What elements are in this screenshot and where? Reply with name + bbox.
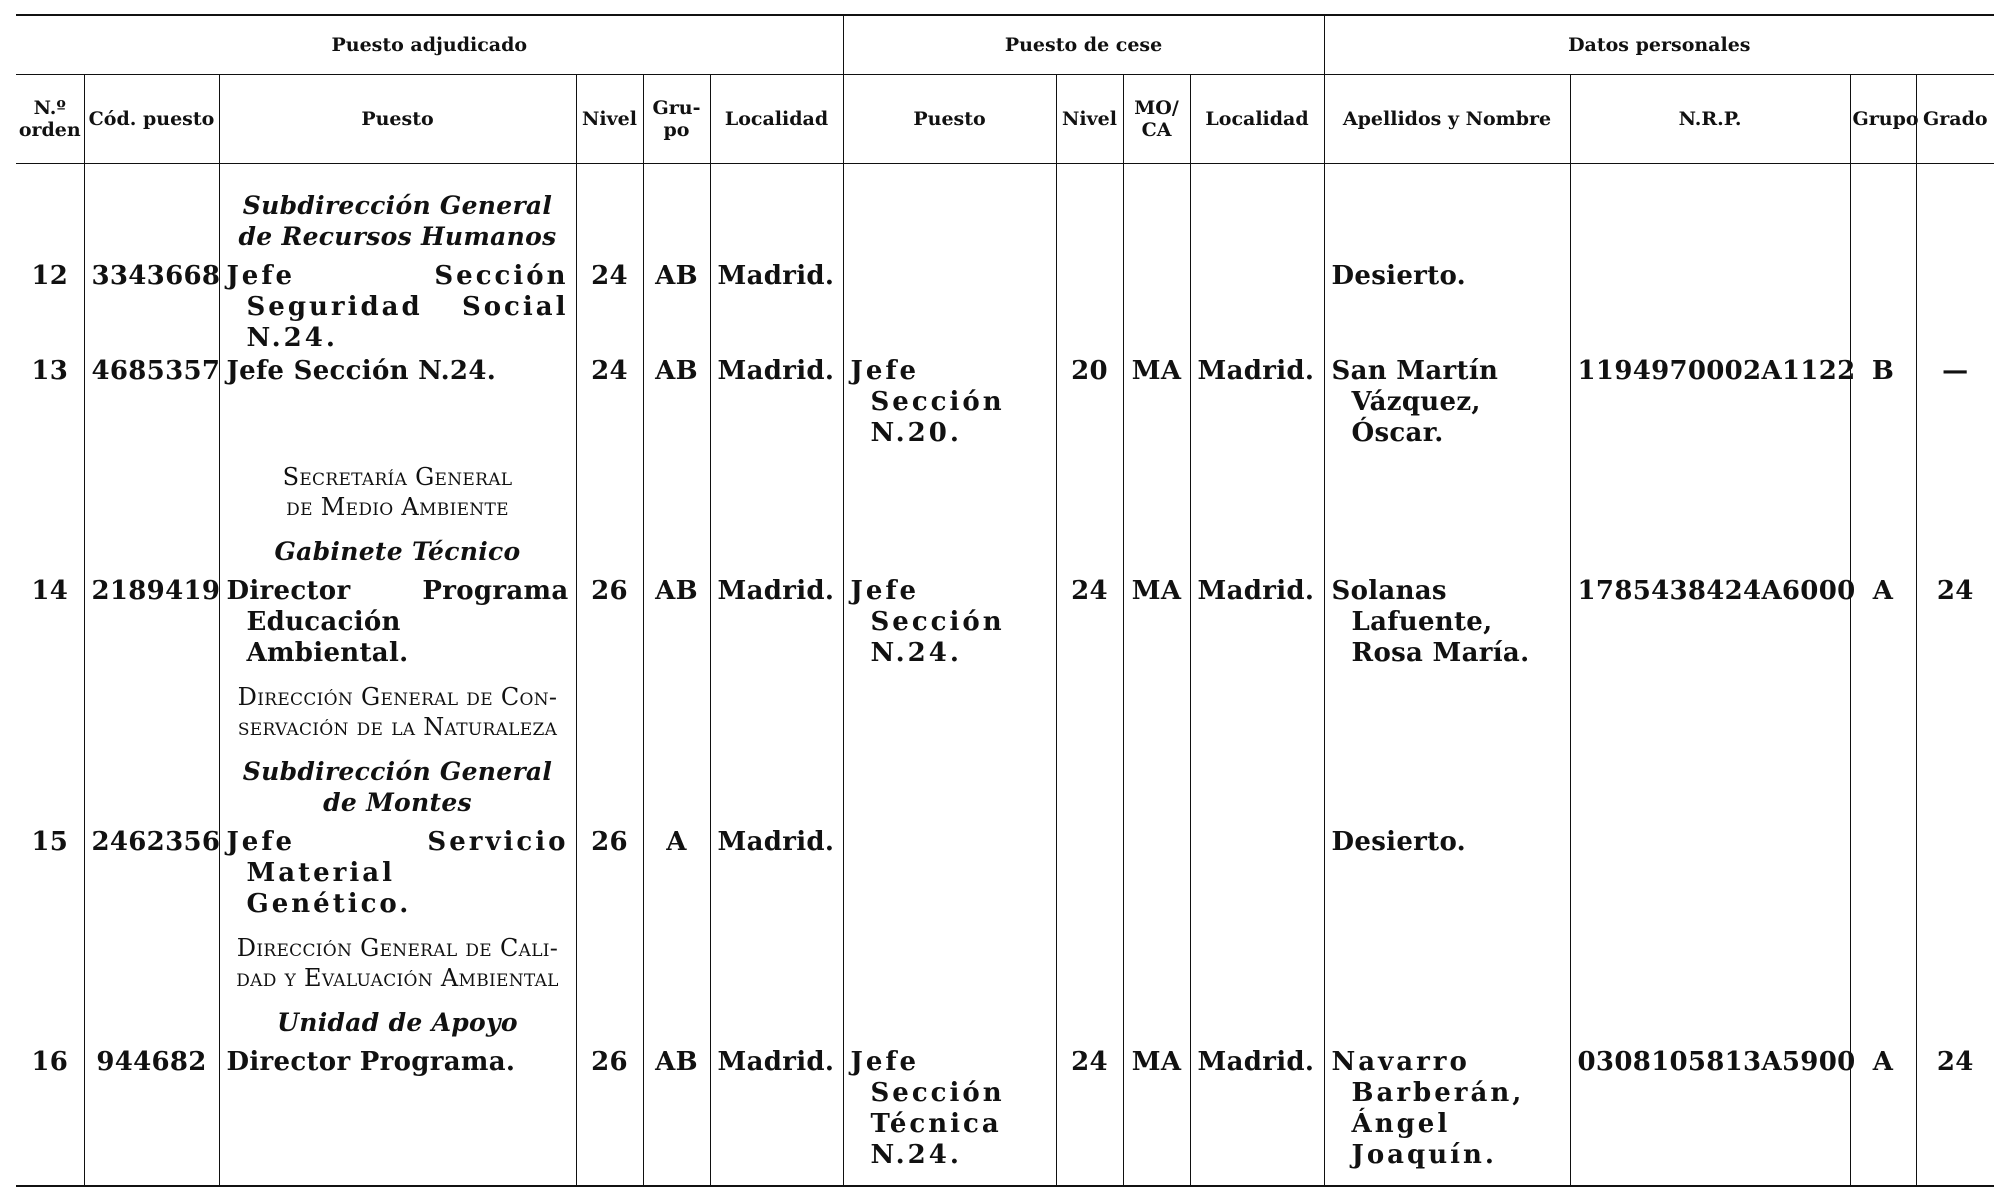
cell-cese-puesto: Jefe Sección N.20. <box>843 355 1056 450</box>
cell-p-grupo: A <box>1850 1046 1916 1186</box>
col-header-puesto: Puesto <box>219 75 576 164</box>
col-header-p-grado: Grado <box>1916 75 1994 164</box>
unit-heading: Secretaría General de Medio Ambiente <box>219 450 576 528</box>
col-header-orden: N.º orden <box>16 75 84 164</box>
table-row <box>16 575 1994 670</box>
resolution-table <box>16 14 1994 1187</box>
cell-orden: 14 <box>31 576 69 606</box>
cell-orden: 12 <box>31 261 69 291</box>
cell-grupo: AB <box>643 1046 710 1186</box>
table-row <box>16 260 1994 355</box>
cell-orden: 16 <box>16 1046 84 1186</box>
cell-cese-puesto <box>843 260 1056 355</box>
cell-nombre: San Martín Vázquez, Óscar. <box>1324 355 1570 450</box>
header-group-cese: Puesto de cese <box>843 15 1324 75</box>
unit-heading: Subdirección General de Montes <box>219 748 576 826</box>
cell-puesto: Jefe Servicio Material Genético. <box>219 826 576 921</box>
table-row <box>16 355 1994 450</box>
cell-nrp <box>1570 260 1850 355</box>
col-header-apellidos: Apellidos y Nombre <box>1324 75 1570 164</box>
cell-p-grado <box>1916 260 1994 355</box>
cell-nivel: 26 <box>576 575 643 670</box>
cell-nrp: 1785438424A6000 <box>1570 575 1850 670</box>
cell-cese-nivel: 20 <box>1056 355 1123 450</box>
cell-nombre: Solanas Lafuente, Rosa María. <box>1324 575 1570 670</box>
header-group-adjudicado: Puesto adjudicado <box>16 15 843 75</box>
cell-localidad: Madrid. <box>710 575 843 670</box>
cell-cod: 2462356 <box>84 826 219 921</box>
cell-nrp: 0308105813A5900 <box>1570 1046 1850 1186</box>
col-header-cese-moca: MO/ CA <box>1123 75 1190 164</box>
unit-heading-row <box>16 528 1994 575</box>
cell-cese-nivel <box>1056 826 1123 921</box>
cell-nrp: 1194970002A1122 <box>1570 355 1850 450</box>
cell-nombre: Desierto. <box>1324 260 1570 355</box>
col-header-p-grupo: Grupo <box>1850 75 1916 164</box>
col-header-nivel: Nivel <box>576 75 643 164</box>
cell-cese-localidad: Madrid. <box>1190 575 1324 670</box>
cell-grupo: AB <box>643 575 710 670</box>
cell-cese-moca: MA <box>1123 575 1190 670</box>
cell-cese-moca: MA <box>1123 355 1190 450</box>
cell-localidad: Madrid. <box>710 826 843 921</box>
col-header-cese-localidad: Localidad <box>1190 75 1324 164</box>
col-header-cese-nivel: Nivel <box>1056 75 1123 164</box>
col-header-localidad: Localidad <box>710 75 843 164</box>
cell-p-grado: — <box>1916 355 1994 450</box>
cell-cese-puesto: Jefe Sección N.24. <box>843 575 1056 670</box>
unit-heading: Subdirección General de Recursos Humanos <box>219 182 576 260</box>
cell-p-grado: 24 <box>1916 1046 1994 1186</box>
cell-grupo: AB <box>643 260 710 355</box>
unit-heading-row <box>16 450 1994 528</box>
cell-p-grupo <box>1850 826 1916 921</box>
cell-p-grupo: A <box>1850 575 1916 670</box>
cell-cese-moca: MA <box>1123 1046 1190 1186</box>
cell-cese-localidad: Madrid. <box>1190 1046 1324 1186</box>
unit-heading-row <box>16 670 1994 748</box>
cell-nivel: 26 <box>576 826 643 921</box>
cell-puesto: Jefe Sección N.24. <box>219 355 576 450</box>
unit-heading: Gabinete Técnico <box>219 528 576 575</box>
cell-cese-moca <box>1123 826 1190 921</box>
cell-nrp <box>1570 826 1850 921</box>
cell-cod: 2189419 <box>84 575 219 670</box>
unit-heading-row <box>16 921 1994 999</box>
unit-heading-row <box>16 182 1994 260</box>
cell-p-grupo <box>1850 260 1916 355</box>
cell-cese-puesto: Jefe Sección Técnica N.24. <box>843 1046 1056 1186</box>
table-row <box>16 826 1994 921</box>
cell-puesto: Jefe Sección Seguridad Social N.24. <box>219 260 576 355</box>
cell-cese-puesto <box>843 826 1056 921</box>
header-group-personales: Datos personales <box>1324 15 1994 75</box>
unit-heading: Dirección General de Con- servación de la Naturaleza <box>219 670 576 748</box>
cell-p-grado <box>1916 826 1994 921</box>
cell-cese-localidad: Madrid. <box>1190 355 1324 450</box>
cell-cese-localidad <box>1190 260 1324 355</box>
cell-cod: 944682 <box>84 1046 219 1186</box>
cell-nombre: Desierto. <box>1324 826 1570 921</box>
unit-heading: Unidad de Apoyo <box>219 999 576 1046</box>
cell-localidad: Madrid. <box>710 1046 843 1186</box>
cell-nombre: Navarro Barberán, Ángel Joaquín. <box>1324 1046 1570 1186</box>
unit-heading: Dirección General de Cali- dad y Evaluación Ambiental <box>219 921 576 999</box>
cell-nivel: 24 <box>576 260 643 355</box>
col-header-cod-puesto: Cód. puesto <box>84 75 219 164</box>
cell-nivel: 24 <box>576 355 643 450</box>
cell-grupo: A <box>643 826 710 921</box>
cell-puesto: Director Programa. <box>219 1046 576 1186</box>
cell-nivel: 26 <box>576 1046 643 1186</box>
cell-grupo: AB <box>643 355 710 450</box>
cell-cese-localidad <box>1190 826 1324 921</box>
cell-localidad: Madrid. <box>710 355 843 450</box>
unit-heading-row <box>16 999 1994 1046</box>
cell-localidad: Madrid. <box>710 260 843 355</box>
cell-p-grupo: B <box>1850 355 1916 450</box>
cell-puesto: Director Programa Educación Ambiental. <box>219 575 576 670</box>
col-header-cese-puesto: Puesto <box>843 75 1056 164</box>
cell-cod: 4685357 <box>84 355 219 450</box>
cell-p-grado: 24 <box>1916 575 1994 670</box>
cell-cod: 3343668 <box>84 260 219 355</box>
cell-cese-nivel <box>1056 260 1123 355</box>
cell-cese-moca <box>1123 260 1190 355</box>
unit-heading-row <box>16 748 1994 826</box>
cell-orden: 15 <box>31 827 69 857</box>
table-row <box>16 1046 1994 1186</box>
cell-orden: 13 <box>31 356 69 386</box>
col-header-grupo: Gru- po <box>643 75 710 164</box>
cell-cese-nivel: 24 <box>1056 575 1123 670</box>
cell-cese-nivel: 24 <box>1056 1046 1123 1186</box>
col-header-nrp: N.R.P. <box>1570 75 1850 164</box>
